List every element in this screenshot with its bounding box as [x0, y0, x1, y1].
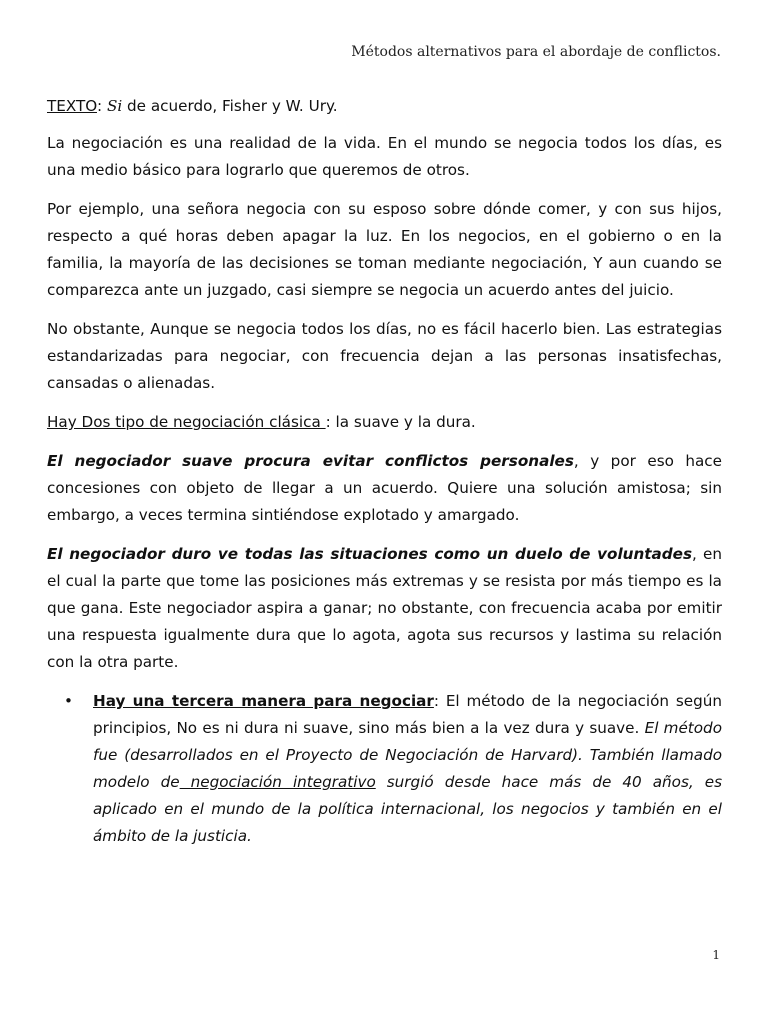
- types-underlined: Hay Dos tipo de negociación clásica: [47, 413, 326, 431]
- hard-rest: , en el cual la parte que tome las posiciones más extremas y se resista por más tiempo es la que gana. Este negociador aspira a ganar; no obstante, con frecuencia acaba por emitir una respuesta igualmente dura que lo agota, agota sus recursos y lastima su relación con la otra parte.: [47, 545, 723, 671]
- bullet-icon: •: [64, 692, 73, 710]
- paragraph-intro: La negociación es una realidad de la vida. En el mundo se negocia todos los días, es una medio básico para lograrlo que queremos de otros.: [47, 134, 722, 179]
- soft-emphasis: El negociador suave procura evitar conflictos personales: [47, 452, 574, 470]
- page-number: 1: [712, 948, 720, 962]
- running-header: Métodos alternativos para el abordaje de conflictos.: [351, 44, 721, 60]
- types-rest: : la suave y la dura.: [325, 413, 476, 431]
- hard-emphasis: El negociador duro ve todas las situaciones como un duelo de voluntades: [47, 545, 693, 563]
- paragraph-hard-negotiator: [47, 541, 722, 676]
- title-rest: de acuerdo, Fisher y W. Ury.: [122, 97, 338, 115]
- bullet-lead: Hay una tercera manera para negociar: [93, 692, 434, 710]
- paragraph-types: [47, 409, 722, 436]
- soft-rest: , y por eso hace concesiones con objeto de llegar a un acuerdo. Quiere una solución amistosa; sin embargo, a veces termina sintiéndose explotado y amargado.: [47, 452, 723, 524]
- title-colon: :: [96, 97, 103, 115]
- paragraph-example: Por ejemplo, una señora negocia con su esposo sobre dónde comer, y con sus hijos, respecto a qué horas deben apagar la luz. En los negocios, en el gobierno o en la familia, la mayoría de las decisiones se toman mediante negociación, Y aun cuando se comparezca ante un juzgado, casi siempre se negocia un acuerdo antes del juicio.: [47, 200, 722, 299]
- bullet-text: : El método de la negociación según principios, No es ni dura ni suave, sino más bien a la vez dura y suave.: [93, 692, 722, 737]
- document-title: [47, 93, 722, 120]
- bullet-italic-underlined: negociación integrativo: [179, 773, 376, 791]
- list-item: [64, 688, 722, 850]
- bullet-italic-1: El método fue (desarrollados en el Proyecto de Negociación de Harvard). También llamado modelo de: [93, 719, 722, 791]
- document-body: [47, 93, 722, 850]
- title-si: Si: [106, 97, 123, 115]
- paragraph-soft-negotiator: [47, 448, 722, 529]
- bullet-list: [47, 688, 722, 850]
- bullet-italic-2: surgió desde hace más de 40 años, es aplicado en el mundo de la política internacional, los negocios y también en el ámbito de la justicia.: [93, 773, 722, 845]
- title-label: TEXTO: [47, 97, 97, 115]
- paragraph-however: No obstante, Aunque se negocia todos los días, no es fácil hacerlo bien. Las estrategias estandarizadas para negociar, con frecuencia dejan a las personas insatisfechas, cansadas o alienadas.: [47, 320, 722, 392]
